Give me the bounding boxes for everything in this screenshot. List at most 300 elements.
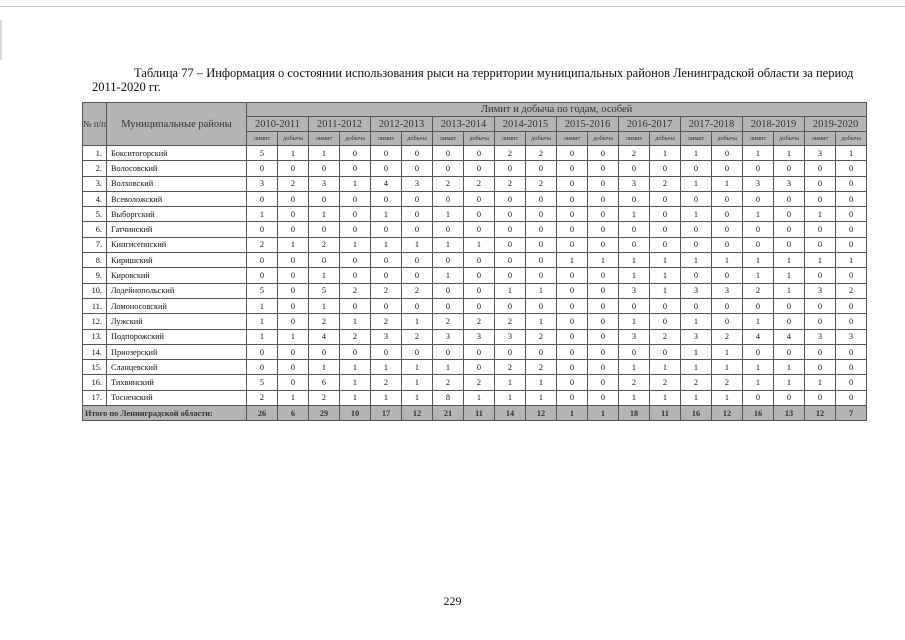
catch-cell: 2 <box>526 146 557 161</box>
limit-cell: 0 <box>805 268 836 283</box>
row-number: 7. <box>83 237 107 252</box>
limit-cell: 2 <box>433 314 464 329</box>
catch-cell: 0 <box>340 298 371 313</box>
row-number: 3. <box>83 176 107 191</box>
limit-cell: 0 <box>371 344 402 359</box>
catch-cell: 0 <box>836 375 867 390</box>
scan-edge-mark <box>0 20 2 60</box>
catch-cell: 0 <box>588 360 619 375</box>
limit-cell: 0 <box>309 161 340 176</box>
catch-cell: 0 <box>836 390 867 405</box>
limit-cell: 1 <box>433 360 464 375</box>
limit-cell: 0 <box>805 191 836 206</box>
catch-cell: 0 <box>278 283 309 298</box>
limit-cell: 6 <box>309 375 340 390</box>
catch-cell: 0 <box>588 298 619 313</box>
catch-cell: 2 <box>712 375 743 390</box>
district-name: Всеволожский <box>107 191 247 206</box>
district-name: Ломоносовский <box>107 298 247 313</box>
total-limit-cell: 18 <box>619 406 650 421</box>
header-limit: лимит <box>619 132 650 146</box>
catch-cell: 0 <box>588 237 619 252</box>
limit-cell: 8 <box>433 390 464 405</box>
limit-cell: 1 <box>681 146 712 161</box>
row-number: 6. <box>83 222 107 237</box>
row-number: 13. <box>83 329 107 344</box>
limit-cell: 0 <box>433 191 464 206</box>
district-name: Лужский <box>107 314 247 329</box>
catch-cell: 2 <box>402 329 433 344</box>
limit-cell: 1 <box>743 375 774 390</box>
total-catch-cell: 7 <box>836 406 867 421</box>
limit-cell: 0 <box>495 237 526 252</box>
limit-cell: 3 <box>805 283 836 298</box>
row-number: 15. <box>83 360 107 375</box>
catch-cell: 1 <box>712 390 743 405</box>
limit-cell: 1 <box>495 390 526 405</box>
header-catch: добыча <box>836 132 867 146</box>
limit-cell: 2 <box>309 237 340 252</box>
limit-cell: 0 <box>433 222 464 237</box>
limit-cell: 0 <box>495 268 526 283</box>
catch-cell: 0 <box>836 268 867 283</box>
catch-cell: 3 <box>836 329 867 344</box>
table-row <box>83 390 867 405</box>
catch-cell: 0 <box>588 390 619 405</box>
limit-cell: 0 <box>557 329 588 344</box>
limit-cell: 3 <box>805 329 836 344</box>
catch-cell: 1 <box>836 253 867 268</box>
limit-cell: 2 <box>495 146 526 161</box>
limit-cell: 1 <box>681 314 712 329</box>
catch-cell: 1 <box>402 375 433 390</box>
catch-cell: 1 <box>650 253 681 268</box>
catch-cell: 3 <box>774 176 805 191</box>
catch-cell: 0 <box>774 390 805 405</box>
catch-cell: 0 <box>712 161 743 176</box>
limit-cell: 0 <box>805 390 836 405</box>
limit-cell: 1 <box>805 253 836 268</box>
catch-cell: 1 <box>650 283 681 298</box>
catch-cell: 0 <box>774 222 805 237</box>
limit-cell: 0 <box>433 161 464 176</box>
limit-cell: 0 <box>805 176 836 191</box>
total-limit-cell: 26 <box>247 406 278 421</box>
row-number: 17. <box>83 390 107 405</box>
catch-cell: 1 <box>774 360 805 375</box>
limit-cell: 3 <box>743 176 774 191</box>
total-limit-cell: 16 <box>743 406 774 421</box>
table-row <box>83 161 867 176</box>
catch-cell: 0 <box>588 314 619 329</box>
catch-cell: 0 <box>340 191 371 206</box>
limit-cell: 0 <box>805 161 836 176</box>
catch-cell: 0 <box>712 207 743 222</box>
limit-cell: 1 <box>433 207 464 222</box>
limit-cell: 0 <box>681 237 712 252</box>
limit-cell: 0 <box>247 222 278 237</box>
limit-cell: 0 <box>433 344 464 359</box>
limit-cell: 0 <box>309 191 340 206</box>
catch-cell: 0 <box>836 176 867 191</box>
catch-cell: 0 <box>526 253 557 268</box>
catch-cell: 1 <box>650 360 681 375</box>
limit-cell: 1 <box>681 207 712 222</box>
limit-cell: 2 <box>433 176 464 191</box>
limit-cell: 0 <box>681 298 712 313</box>
catch-cell: 0 <box>340 146 371 161</box>
catch-cell: 0 <box>836 314 867 329</box>
total-catch-cell: 12 <box>526 406 557 421</box>
district-name: Волосовский <box>107 161 247 176</box>
limit-cell: 3 <box>433 329 464 344</box>
catch-cell: 2 <box>340 283 371 298</box>
catch-cell: 0 <box>650 298 681 313</box>
catch-cell: 1 <box>464 390 495 405</box>
catch-cell: 2 <box>836 283 867 298</box>
limit-cell: 1 <box>495 375 526 390</box>
limit-cell: 0 <box>805 344 836 359</box>
row-number: 10. <box>83 283 107 298</box>
row-number: 12. <box>83 314 107 329</box>
lynx-usage-table <box>82 102 867 421</box>
district-name: Лодейнопольский <box>107 283 247 298</box>
catch-cell: 1 <box>588 253 619 268</box>
total-limit-cell: 16 <box>681 406 712 421</box>
district-name: Тихвинский <box>107 375 247 390</box>
limit-cell: 0 <box>309 253 340 268</box>
limit-cell: 5 <box>247 375 278 390</box>
catch-cell: 0 <box>464 298 495 313</box>
catch-cell: 1 <box>774 283 805 298</box>
catch-cell: 1 <box>774 146 805 161</box>
catch-cell: 0 <box>650 161 681 176</box>
limit-cell: 1 <box>247 298 278 313</box>
catch-cell: 0 <box>402 146 433 161</box>
limit-cell: 2 <box>433 375 464 390</box>
header-year: 2012-2013 <box>371 117 433 132</box>
limit-cell: 0 <box>433 253 464 268</box>
catch-cell: 1 <box>402 390 433 405</box>
catch-cell: 0 <box>526 268 557 283</box>
limit-cell: 2 <box>495 360 526 375</box>
limit-cell: 0 <box>557 314 588 329</box>
catch-cell: 0 <box>836 161 867 176</box>
limit-cell: 1 <box>743 146 774 161</box>
limit-cell: 0 <box>557 298 588 313</box>
catch-cell: 2 <box>526 360 557 375</box>
limit-cell: 3 <box>619 283 650 298</box>
header-span-title: Лимит и добыча по годам, особей <box>247 103 867 117</box>
catch-cell: 0 <box>712 298 743 313</box>
catch-cell: 1 <box>402 237 433 252</box>
catch-cell: 1 <box>402 360 433 375</box>
row-number: 1. <box>83 146 107 161</box>
catch-cell: 0 <box>774 237 805 252</box>
limit-cell: 2 <box>247 237 278 252</box>
catch-cell: 1 <box>464 237 495 252</box>
limit-cell: 2 <box>619 146 650 161</box>
catch-cell: 2 <box>650 375 681 390</box>
total-catch-cell: 11 <box>464 406 495 421</box>
limit-cell: 0 <box>247 161 278 176</box>
table-row <box>83 146 867 161</box>
limit-cell: 0 <box>557 283 588 298</box>
catch-cell: 0 <box>650 237 681 252</box>
catch-cell: 1 <box>278 237 309 252</box>
limit-cell: 0 <box>805 237 836 252</box>
catch-cell: 0 <box>774 314 805 329</box>
catch-cell: 0 <box>464 253 495 268</box>
limit-cell: 0 <box>371 191 402 206</box>
catch-cell: 0 <box>402 268 433 283</box>
header-year: 2010-2011 <box>247 117 309 132</box>
limit-cell: 4 <box>371 176 402 191</box>
total-catch-cell: 13 <box>774 406 805 421</box>
catch-cell: 2 <box>340 329 371 344</box>
row-number: 9. <box>83 268 107 283</box>
header-row-top <box>83 103 867 117</box>
limit-cell: 0 <box>495 222 526 237</box>
limit-cell: 0 <box>433 146 464 161</box>
limit-cell: 0 <box>805 360 836 375</box>
limit-cell: 0 <box>743 222 774 237</box>
table-row <box>83 268 867 283</box>
limit-cell: 1 <box>433 237 464 252</box>
district-name: Волховский <box>107 176 247 191</box>
catch-cell: 0 <box>588 191 619 206</box>
limit-cell: 2 <box>743 283 774 298</box>
limit-cell: 1 <box>743 253 774 268</box>
limit-cell: 0 <box>619 237 650 252</box>
total-limit-cell: 12 <box>805 406 836 421</box>
limit-cell: 0 <box>557 146 588 161</box>
header-year: 2014-2015 <box>495 117 557 132</box>
catch-cell: 1 <box>278 329 309 344</box>
limit-cell: 0 <box>557 191 588 206</box>
catch-cell: 3 <box>464 329 495 344</box>
catch-cell: 0 <box>588 161 619 176</box>
header-limit: лимит <box>805 132 836 146</box>
row-number: 11. <box>83 298 107 313</box>
catch-cell: 0 <box>278 314 309 329</box>
limit-cell: 2 <box>371 283 402 298</box>
limit-cell: 1 <box>619 207 650 222</box>
catch-cell: 1 <box>402 314 433 329</box>
catch-cell: 2 <box>650 176 681 191</box>
limit-cell: 2 <box>371 314 402 329</box>
district-name: Кингисеппский <box>107 237 247 252</box>
header-number: № п/п <box>83 103 107 146</box>
limit-cell: 3 <box>805 146 836 161</box>
catch-cell: 1 <box>340 237 371 252</box>
limit-cell: 0 <box>557 360 588 375</box>
limit-cell: 1 <box>681 390 712 405</box>
limit-cell: 0 <box>557 375 588 390</box>
limit-cell: 0 <box>371 161 402 176</box>
catch-cell: 1 <box>650 268 681 283</box>
total-catch-cell: 12 <box>712 406 743 421</box>
catch-cell: 0 <box>588 222 619 237</box>
header-catch: добыча <box>650 132 681 146</box>
limit-cell: 1 <box>619 253 650 268</box>
catch-cell: 0 <box>278 207 309 222</box>
limit-cell: 1 <box>495 283 526 298</box>
district-name: Выборгский <box>107 207 247 222</box>
header-year: 2015-2016 <box>557 117 619 132</box>
limit-cell: 0 <box>247 344 278 359</box>
limit-cell: 3 <box>681 329 712 344</box>
catch-cell: 1 <box>712 344 743 359</box>
catch-cell: 0 <box>464 161 495 176</box>
header-year: 2013-2014 <box>433 117 495 132</box>
district-name: Тосненский <box>107 390 247 405</box>
limit-cell: 0 <box>681 161 712 176</box>
table-row <box>83 283 867 298</box>
total-limit-cell: 14 <box>495 406 526 421</box>
limit-cell: 0 <box>557 207 588 222</box>
limit-cell: 1 <box>743 314 774 329</box>
total-limit-cell: 17 <box>371 406 402 421</box>
table-row <box>83 237 867 252</box>
catch-cell: 1 <box>836 146 867 161</box>
catch-cell: 1 <box>340 176 371 191</box>
table-row <box>83 360 867 375</box>
catch-cell: 0 <box>464 268 495 283</box>
catch-cell: 3 <box>402 176 433 191</box>
header-year: 2017-2018 <box>681 117 743 132</box>
catch-cell: 0 <box>836 207 867 222</box>
limit-cell: 0 <box>743 237 774 252</box>
row-number: 4. <box>83 191 107 206</box>
limit-cell: 4 <box>743 329 774 344</box>
header-catch: добыча <box>526 132 557 146</box>
catch-cell: 0 <box>340 222 371 237</box>
catch-cell: 0 <box>340 207 371 222</box>
catch-cell: 0 <box>774 207 805 222</box>
limit-cell: 2 <box>681 375 712 390</box>
limit-cell: 1 <box>309 146 340 161</box>
catch-cell: 0 <box>278 344 309 359</box>
catch-cell: 1 <box>526 390 557 405</box>
header-catch: добыча <box>774 132 805 146</box>
limit-cell: 2 <box>247 390 278 405</box>
limit-cell: 1 <box>805 375 836 390</box>
total-limit-cell: 21 <box>433 406 464 421</box>
district-name: Киришский <box>107 253 247 268</box>
catch-cell: 0 <box>836 237 867 252</box>
table-row <box>83 253 867 268</box>
catch-cell: 1 <box>774 375 805 390</box>
limit-cell: 1 <box>805 207 836 222</box>
catch-cell: 0 <box>464 283 495 298</box>
header-year: 2011-2012 <box>309 117 371 132</box>
header-limit: лимит <box>247 132 278 146</box>
limit-cell: 1 <box>247 314 278 329</box>
limit-cell: 0 <box>681 191 712 206</box>
row-number: 8. <box>83 253 107 268</box>
limit-cell: 0 <box>495 207 526 222</box>
catch-cell: 0 <box>712 314 743 329</box>
limit-cell: 1 <box>743 360 774 375</box>
total-limit-cell: 29 <box>309 406 340 421</box>
catch-cell: 0 <box>712 268 743 283</box>
header-limit: лимит <box>743 132 774 146</box>
catch-cell: 0 <box>278 253 309 268</box>
table-row <box>83 344 867 359</box>
total-catch-cell: 12 <box>402 406 433 421</box>
limit-cell: 1 <box>371 207 402 222</box>
catch-cell: 0 <box>402 207 433 222</box>
catch-cell: 0 <box>278 191 309 206</box>
limit-cell: 0 <box>743 191 774 206</box>
catch-cell: 0 <box>464 222 495 237</box>
catch-cell: 2 <box>526 329 557 344</box>
limit-cell: 0 <box>619 344 650 359</box>
limit-cell: 0 <box>557 222 588 237</box>
limit-cell: 5 <box>247 146 278 161</box>
catch-cell: 0 <box>588 344 619 359</box>
catch-cell: 1 <box>712 360 743 375</box>
limit-cell: 1 <box>681 176 712 191</box>
catch-cell: 0 <box>650 344 681 359</box>
catch-cell: 0 <box>464 207 495 222</box>
limit-cell: 3 <box>619 329 650 344</box>
catch-cell: 1 <box>340 314 371 329</box>
table-row <box>83 314 867 329</box>
catch-cell: 0 <box>278 161 309 176</box>
limit-cell: 0 <box>743 298 774 313</box>
limit-cell: 0 <box>371 253 402 268</box>
header-limit: лимит <box>557 132 588 146</box>
header-year: 2018-2019 <box>743 117 805 132</box>
district-name: Подпорожский <box>107 329 247 344</box>
catch-cell: 2 <box>278 176 309 191</box>
catch-cell: 4 <box>774 329 805 344</box>
row-number: 16. <box>83 375 107 390</box>
limit-cell: 3 <box>247 176 278 191</box>
limit-cell: 0 <box>743 390 774 405</box>
limit-cell: 3 <box>309 176 340 191</box>
catch-cell: 1 <box>526 283 557 298</box>
limit-cell: 0 <box>371 222 402 237</box>
limit-cell: 0 <box>619 191 650 206</box>
header-catch: добыча <box>588 132 619 146</box>
limit-cell: 1 <box>309 207 340 222</box>
limit-cell: 2 <box>495 176 526 191</box>
table-row <box>83 207 867 222</box>
catch-cell: 0 <box>774 344 805 359</box>
header-year: 2016-2017 <box>619 117 681 132</box>
scan-edge-line <box>0 6 905 7</box>
table-row <box>83 222 867 237</box>
limit-cell: 1 <box>433 268 464 283</box>
catch-cell: 0 <box>588 268 619 283</box>
header-year: 2019-2020 <box>805 117 867 132</box>
limit-cell: 1 <box>619 268 650 283</box>
catch-cell: 1 <box>278 390 309 405</box>
limit-cell: 1 <box>247 329 278 344</box>
limit-cell: 0 <box>619 222 650 237</box>
catch-cell: 3 <box>712 283 743 298</box>
catch-cell: 0 <box>402 344 433 359</box>
limit-cell: 1 <box>371 237 402 252</box>
catch-cell: 1 <box>712 176 743 191</box>
catch-cell: 0 <box>588 207 619 222</box>
catch-cell: 0 <box>278 360 309 375</box>
catch-cell: 0 <box>588 375 619 390</box>
table-caption: Таблица 77 – Информация о состоянии использования рыси на территории муниципальных районов Ленинградской области за период 2011-2020 гг. <box>92 66 854 94</box>
